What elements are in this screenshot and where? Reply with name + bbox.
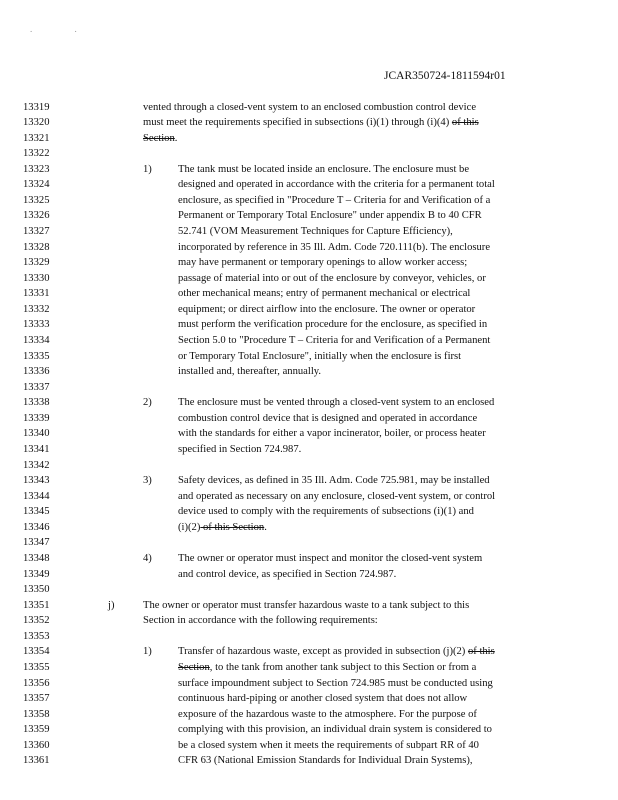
text-run: specified in Section 724.987.: [178, 444, 302, 456]
document-line: [0, 568, 618, 581]
line-number: 13326: [23, 210, 50, 222]
document-id-header: JCAR350724-1811594r01: [384, 70, 506, 82]
document-line: [0, 599, 618, 612]
text-run: with the standards for either a vapor incinerator, boiler, or process heater: [178, 428, 486, 440]
document-line: [0, 739, 618, 752]
document-line: [0, 256, 618, 269]
document-line: [0, 350, 618, 363]
line-text: [178, 163, 469, 176]
line-number: 13350: [23, 584, 50, 596]
deleted-text: of this: [451, 117, 479, 129]
line-text: [178, 677, 493, 690]
line-text: [178, 241, 490, 254]
line-number: 13323: [23, 163, 50, 175]
document-line: [0, 178, 618, 191]
document-line: [0, 645, 618, 658]
document-line: [0, 474, 618, 487]
line-number: 13320: [23, 117, 50, 129]
text-run: must perform the verification procedure for the enclosure, as specified in: [178, 319, 488, 331]
text-run: equipment; or direct airflow into the enclosure. The owner or operator: [178, 303, 476, 315]
document-line: [0, 490, 618, 503]
line-text: [178, 396, 494, 409]
line-text: [178, 209, 482, 222]
text-run: complying with this provision, an individual drain system is considered to: [178, 724, 492, 736]
line-text: [178, 427, 486, 440]
document-line: [0, 101, 618, 114]
text-run: designed and operated in accordance with the criteria for a permanent total: [178, 179, 495, 191]
line-text: [178, 754, 473, 767]
document-line: [0, 583, 618, 596]
line-number: 13328: [23, 241, 50, 253]
line-number: 13333: [23, 319, 50, 331]
line-number: 13358: [23, 708, 50, 720]
document-line: [0, 147, 618, 160]
line-number: 13356: [23, 677, 50, 689]
document-line: [0, 754, 618, 767]
text-run: vented through a closed-vent system to an enclosed combustion control device: [143, 101, 477, 113]
text-run: Section in accordance with the following requirements:: [143, 615, 378, 627]
line-number: 13349: [23, 568, 50, 580]
document-line: [0, 427, 618, 440]
line-text: [178, 365, 321, 378]
line-text: [143, 101, 476, 114]
line-number: 13339: [23, 412, 50, 424]
item-label: 2): [143, 397, 152, 409]
line-number: 13321: [23, 132, 50, 144]
line-number: 13342: [23, 459, 50, 471]
document-line: [0, 272, 618, 285]
document-line: [0, 396, 618, 409]
line-number: 13343: [23, 475, 50, 487]
document-line: [0, 225, 618, 238]
deleted-text: Section: [178, 662, 210, 674]
line-text: [178, 645, 495, 658]
document-line: [0, 692, 618, 705]
item-label: 1): [143, 163, 152, 175]
line-number: 13361: [23, 755, 50, 767]
text-run: incorporated by reference in 35 Ill. Adm. Code 720.111(b). The enclosure: [178, 241, 491, 253]
text-run: enclosure, as specified in "Procedure T – Criteria for and Verification of a: [178, 194, 491, 206]
line-text: [143, 116, 479, 129]
line-text: [178, 568, 396, 581]
line-number: 13327: [23, 226, 50, 238]
text-run: The owner or operator must inspect and monitor the closed-vent system: [178, 553, 483, 565]
document-line: [0, 505, 618, 518]
line-number: 13348: [23, 553, 50, 565]
document-line: [0, 381, 618, 394]
text-run: Section 5.0 to "Procedure T – Criteria for and Verification of a Permanent: [178, 335, 491, 347]
document-line: [0, 708, 618, 721]
text-run: (i)(2): [178, 521, 201, 533]
line-text: [178, 708, 477, 721]
line-text: [178, 225, 453, 238]
line-text: [178, 334, 490, 347]
document-line: [0, 116, 618, 129]
document-line: [0, 630, 618, 643]
line-number: 13346: [23, 521, 50, 533]
line-number: 13344: [23, 490, 50, 502]
text-run: and operated as necessary on any enclosure, closed-vent system, or control: [178, 490, 496, 502]
document-line: [0, 614, 618, 627]
line-number: 13337: [23, 381, 50, 393]
line-text: [143, 599, 469, 612]
line-number: 13329: [23, 257, 50, 269]
document-line: [0, 552, 618, 565]
document-line: [0, 536, 618, 549]
document-line: [0, 163, 618, 176]
document-line: [0, 723, 618, 736]
deleted-text: of this: [467, 646, 495, 658]
line-text: [178, 194, 490, 207]
document-line: [0, 318, 618, 331]
text-run: The tank must be located inside an enclosure. The enclosure must be: [178, 163, 470, 175]
document-line: [0, 194, 618, 207]
line-number: 13324: [23, 179, 50, 191]
document-line: [0, 334, 618, 347]
line-text: [178, 661, 476, 674]
text-run: exposure of the hazardous waste to the atmosphere. For the purpose of: [178, 708, 477, 720]
text-run: The owner or operator must transfer hazardous waste to a tank subject to this: [143, 599, 470, 611]
line-number: 13359: [23, 724, 50, 736]
text-run: CFR 63 (National Emission Standards for Individual Drain Systems),: [178, 755, 473, 767]
text-run: , to the tank from another tank subject to this Section or from a: [209, 662, 477, 674]
line-number: 13330: [23, 272, 50, 284]
line-number: 13334: [23, 335, 50, 347]
item-label: j): [108, 599, 115, 611]
document-line: [0, 132, 618, 145]
text-run: 52.741 (VOM Measurement Techniques for Capture Efficiency),: [178, 226, 453, 238]
line-number: 13341: [23, 444, 50, 456]
line-number: 13322: [23, 148, 50, 160]
line-text: [178, 303, 475, 316]
item-label: 4): [143, 553, 152, 565]
line-text: [178, 287, 470, 300]
text-run: .: [264, 521, 267, 533]
item-label: 1): [143, 646, 152, 658]
line-number: 13335: [23, 350, 50, 362]
document-line: [0, 303, 618, 316]
line-text: [178, 723, 492, 736]
document-line: [0, 661, 618, 674]
line-text: [178, 178, 495, 191]
text-run: other mechanical means; entry of permanent mechanical or electrical: [178, 288, 471, 300]
document-line: [0, 412, 618, 425]
text-run: continuous hard-piping or another closed system that does not allow: [178, 693, 468, 705]
document-line: [0, 443, 618, 456]
document-line: [0, 287, 618, 300]
scan-specks: . .: [30, 24, 97, 34]
text-run: may have permanent or temporary openings to allow worker access;: [178, 257, 468, 269]
line-number: 13332: [23, 303, 50, 315]
text-run: or Temporary Total Enclosure", initially when the enclosure is first: [178, 350, 462, 362]
text-run: Permanent or Temporary Total Enclosure" under appendix B to 40 CFR: [178, 210, 482, 222]
line-text: [178, 692, 467, 705]
text-run: must meet the requirements specified in subsections (i)(1) through (i)(4): [143, 117, 452, 129]
line-text: [143, 132, 177, 145]
text-run: Safety devices, as defined in 35 Ill. Adm. Code 725.981, may be installed: [178, 475, 490, 487]
document-line: [0, 365, 618, 378]
line-text: [178, 552, 482, 565]
text-run: surface impoundment subject to Section 724.985 must be conducted using: [178, 677, 493, 689]
line-number: 13340: [23, 428, 50, 440]
deleted-text: Section: [143, 132, 175, 144]
line-text: [178, 505, 474, 518]
line-text: [178, 474, 490, 487]
line-number: 13345: [23, 506, 50, 518]
text-run: and control device, as specified in Section 724.987.: [178, 568, 397, 580]
text-run: Transfer of hazardous waste, except as provided in subsection (j)(2): [178, 646, 468, 658]
line-text: [178, 318, 487, 331]
line-number: 13357: [23, 693, 50, 705]
line-text: [178, 350, 461, 363]
line-number: 13347: [23, 537, 50, 549]
line-number: 13338: [23, 397, 50, 409]
line-number: 13355: [23, 662, 50, 674]
document-line: [0, 677, 618, 690]
text-run: installed and, thereafter, annually.: [178, 366, 322, 378]
line-number: 13360: [23, 739, 50, 751]
document-line: [0, 521, 618, 534]
text-run: passage of material into or out of the enclosure by conveyor, vehicles, or: [178, 272, 486, 284]
text-run: combustion control device that is designed and operated in accordance: [178, 412, 478, 424]
document-line: [0, 241, 618, 254]
line-number: 13353: [23, 630, 50, 642]
text-run: be a closed system when it meets the requirements of subpart RR of 40: [178, 739, 479, 751]
deleted-text: of this Section: [200, 521, 265, 533]
line-text: [178, 272, 486, 285]
line-number: 13336: [23, 366, 50, 378]
line-text: [178, 443, 301, 456]
text-run: device used to comply with the requirements of subsections (i)(1) and: [178, 506, 474, 518]
line-text: [178, 739, 479, 752]
item-label: 3): [143, 475, 152, 487]
line-number: 13352: [23, 615, 50, 627]
document-line: [0, 209, 618, 222]
line-text: [178, 256, 467, 269]
text-run: The enclosure must be vented through a closed-vent system to an enclosed: [178, 397, 495, 409]
document-line: [0, 459, 618, 472]
line-text: [178, 412, 477, 425]
line-number: 13354: [23, 646, 50, 658]
line-number: 13319: [23, 101, 50, 113]
line-text: [178, 490, 495, 503]
line-text: [143, 614, 378, 627]
text-run: .: [174, 132, 178, 144]
line-number: 13325: [23, 194, 50, 206]
line-number: 13351: [23, 599, 50, 611]
line-number: 13331: [23, 288, 50, 300]
line-text: [178, 521, 267, 534]
